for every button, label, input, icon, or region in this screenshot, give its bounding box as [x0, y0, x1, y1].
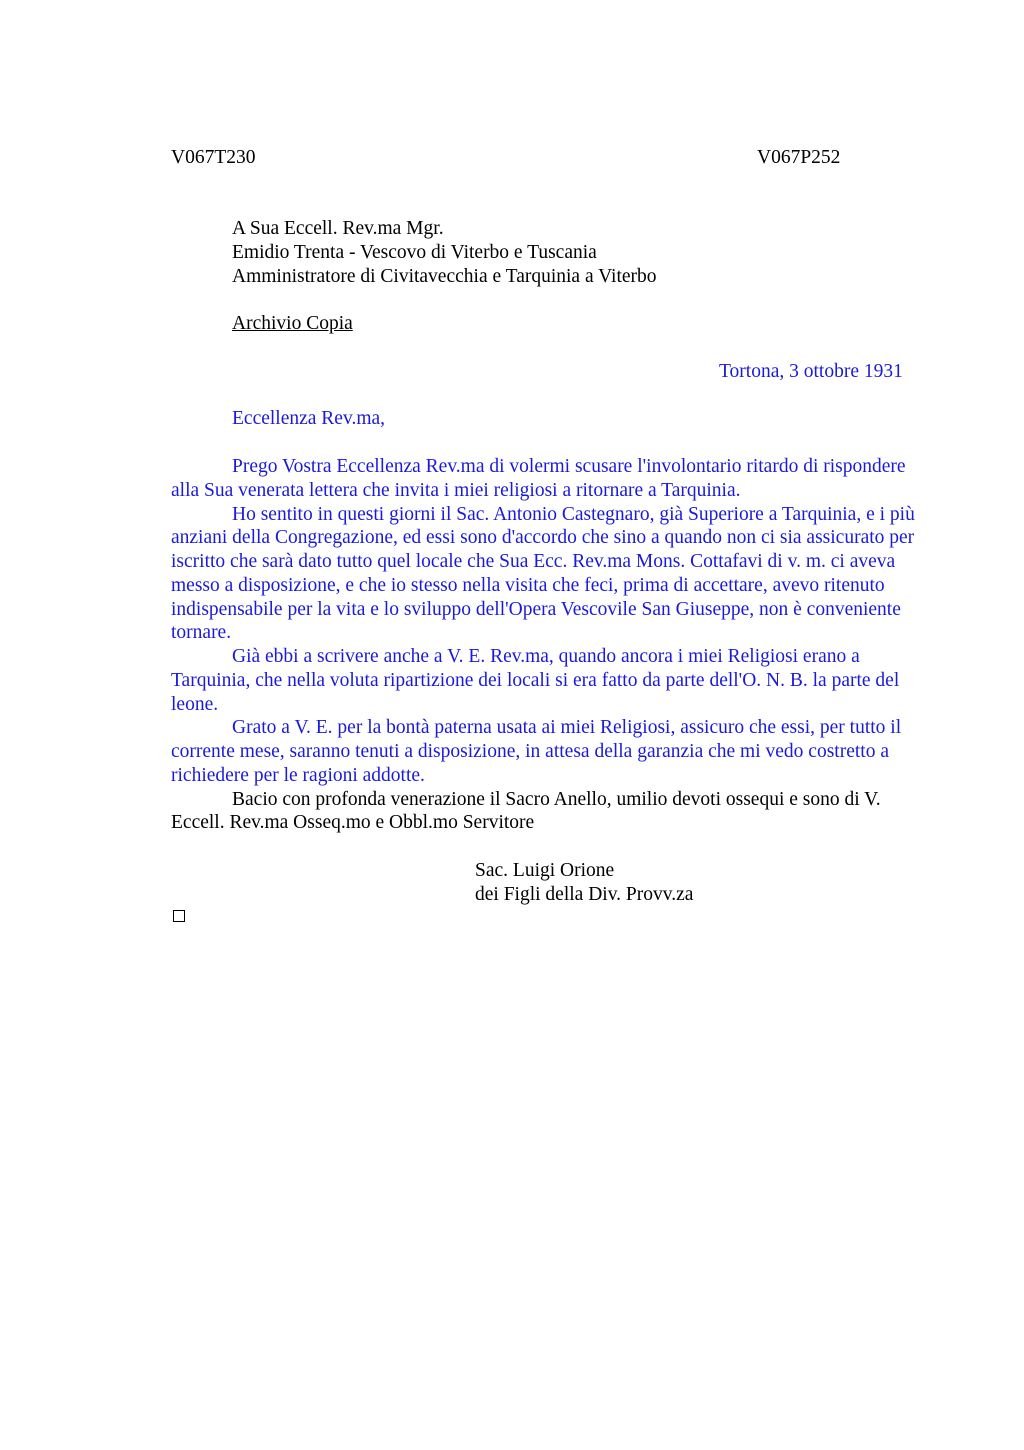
address-line: A Sua Eccell. Rev.ma Mgr.	[232, 218, 444, 239]
archive-label: Archivio Copia	[232, 313, 353, 334]
salutation: Eccellenza Rev.ma,	[232, 408, 386, 429]
document-reference-left: V067T230	[171, 147, 256, 168]
recipient-address	[232, 217, 657, 289]
square-marker-icon	[173, 910, 185, 922]
body-paragraph: Prego Vostra Eccellenza Rev.ma di volermi scusare l'involontario ritardo di rispondere alla Sua venerata lettera che invita i miei religiosi a ritornare a Tarquinia.	[171, 456, 906, 501]
body-paragraph: Ho sentito in questi giorni il Sac. Antonio Castegnaro, già Superiore a Tarquinia, e i più anziani della Congregazione, ed essi sono d'accordo che sino a quando non ci sia assicurato per iscritto che sarà dato tutto quel locale che Sua Ecc. Rev.ma Mons. Cottafavi di v. m. ci aveva messo a disposizione, e che io stesso nella visita che feci, prima di accettare, avevo ritenuto indispensabile per la vita e lo sviluppo dell'Opera Vescovile San Giuseppe, non è conveniente tornare.	[171, 503, 915, 644]
address-line: Emidio Trenta - Vescovo di Viterbo e Tuscania	[232, 242, 597, 263]
body-paragraph: Già ebbi a scrivere anche a V. E. Rev.ma, quando ancora i miei Religiosi erano a Tarquinia, che nella voluta ripartizione dei locali si era fatto da parte dell'O. N. B. la parte del leone.	[171, 646, 900, 715]
address-line: Amministratore di Civitavecchia e Tarquinia a Viterbo	[232, 266, 657, 287]
document-reference-right: V067P252	[757, 147, 841, 168]
signature-block	[475, 859, 693, 906]
signature-congregation: dei Figli della Div. Provv.za	[475, 883, 694, 905]
closing-paragraph: Bacio con profonda venerazione il Sacro Anello, umilio devoti ossequi e sono di V. Eccell. Rev.ma Osseq.mo e Obbl.mo Servitore	[171, 788, 881, 834]
letter-date: Tortona, 3 ottobre 1931	[719, 361, 903, 382]
letter-body	[171, 455, 931, 835]
signature-name: Sac. Luigi Orione	[475, 860, 615, 881]
body-paragraph: Grato a V. E. per la bontà paterna usata ai miei Religiosi, assicuro che essi, per tutto il corrente mese, saranno tenuti a disposizione, in attesa della garanzia che mi vedo costretto a richiedere per le ragioni addotte.	[171, 717, 902, 786]
